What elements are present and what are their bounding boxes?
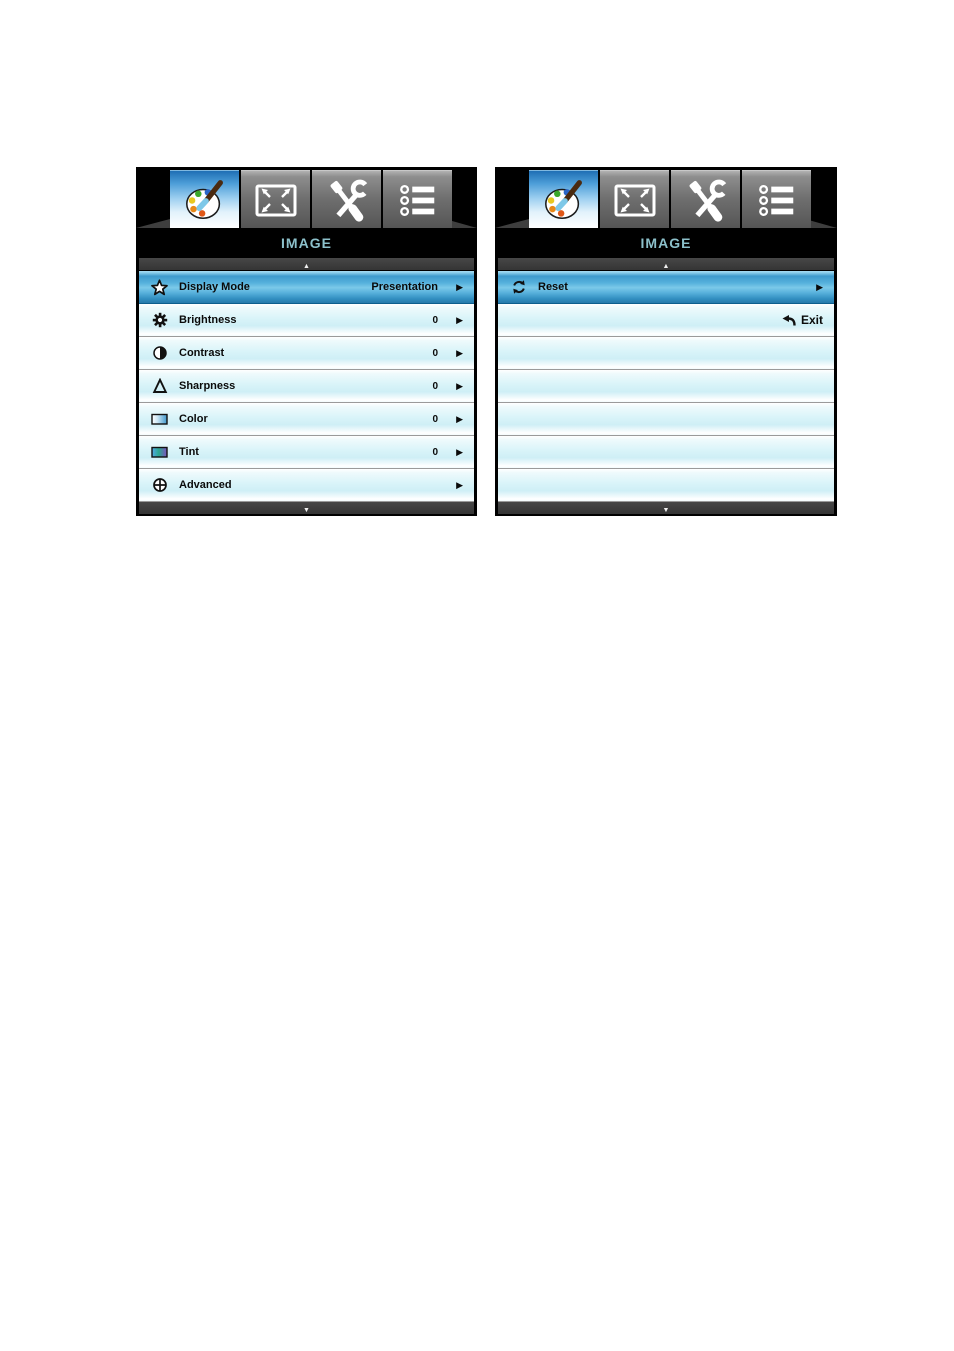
menu-row-advanced[interactable] xyxy=(139,469,474,502)
row-value: 0 xyxy=(432,347,438,359)
row-label: Color xyxy=(179,413,208,425)
scroll-down-icon: ▼ xyxy=(662,507,670,514)
tabbar-ledge-left xyxy=(495,219,529,228)
tools-icon xyxy=(683,178,729,222)
triangle-icon xyxy=(151,378,168,395)
row-label: Tint xyxy=(179,446,199,458)
scroll-down-icon: ▼ xyxy=(303,507,310,514)
menu-row-empty xyxy=(498,337,834,370)
palette-icon xyxy=(541,178,587,222)
palette-icon xyxy=(182,178,228,222)
row-label: Sharpness xyxy=(179,380,236,392)
arrow-right-icon: ▶ xyxy=(816,281,823,292)
sun-icon xyxy=(151,312,168,329)
menu-row-color[interactable] xyxy=(139,403,474,436)
reset-icon xyxy=(510,279,527,296)
menu-row-reset[interactable] xyxy=(498,271,834,304)
row-label: Contrast xyxy=(179,347,225,359)
arrow-right-icon: ▶ xyxy=(456,314,463,325)
menu-list-icon xyxy=(755,178,799,222)
arrow-right-icon: ▶ xyxy=(456,380,463,391)
menu-rows xyxy=(139,271,474,502)
tab-setup[interactable] xyxy=(671,170,740,228)
arrow-right-icon: ▶ xyxy=(456,413,463,424)
menu-row-empty xyxy=(498,469,834,502)
screen-resize-icon xyxy=(252,178,300,222)
menu-row-empty xyxy=(498,403,834,436)
tab-options[interactable] xyxy=(383,170,452,228)
osd-menu-image-left xyxy=(136,167,477,516)
scroll-up[interactable] xyxy=(139,258,474,271)
scroll-up-icon: ▲ xyxy=(662,263,670,270)
osd-menu-image-right xyxy=(495,167,837,516)
menu-row-tint[interactable] xyxy=(139,436,474,469)
tab-image[interactable] xyxy=(529,170,598,228)
menu-row-exit[interactable] xyxy=(498,304,834,337)
menu-row-empty xyxy=(498,370,834,403)
row-label: Brightness xyxy=(179,314,237,326)
row-value: 0 xyxy=(432,413,438,425)
menu-row-sharpness[interactable] xyxy=(139,370,474,403)
row-value: 0 xyxy=(432,314,438,326)
row-value: 0 xyxy=(432,446,438,458)
tools-icon xyxy=(324,178,370,222)
tint-swatch-icon xyxy=(151,444,168,461)
arrow-right-icon: ▶ xyxy=(456,479,463,490)
arrow-right-icon: ▶ xyxy=(456,446,463,457)
tab-screen[interactable] xyxy=(241,170,310,228)
menu-row-brightness[interactable] xyxy=(139,304,474,337)
scroll-up[interactable] xyxy=(498,258,834,271)
tab-image[interactable] xyxy=(170,170,239,228)
scroll-down[interactable] xyxy=(498,502,834,515)
menu-list-icon xyxy=(396,178,440,222)
tab-setup[interactable] xyxy=(312,170,381,228)
tab-strip xyxy=(170,170,452,228)
tab-bar xyxy=(136,167,477,229)
scroll-up-icon: ▲ xyxy=(303,263,310,270)
tab-bar xyxy=(495,167,837,229)
tab-screen[interactable] xyxy=(600,170,669,228)
exit-label: Exit xyxy=(800,313,823,327)
row-value: Presentation xyxy=(371,281,438,293)
menu-title: IMAGE xyxy=(495,229,837,258)
crosshair-icon xyxy=(151,477,168,494)
return-arrow-icon xyxy=(781,314,796,327)
menu-rows xyxy=(498,271,834,502)
star-icon xyxy=(151,279,168,296)
tab-options[interactable] xyxy=(742,170,811,228)
row-label: Display Mode xyxy=(179,281,250,293)
menu-row-empty xyxy=(498,436,834,469)
color-swatch-icon xyxy=(151,411,168,428)
tab-strip xyxy=(529,170,811,228)
scroll-down[interactable] xyxy=(139,502,474,515)
arrow-right-icon: ▶ xyxy=(456,347,463,358)
arrow-right-icon: ▶ xyxy=(456,281,463,292)
screen-resize-icon xyxy=(611,178,659,222)
row-value: 0 xyxy=(432,380,438,392)
contrast-icon xyxy=(151,345,168,362)
row-label: Advanced xyxy=(179,479,232,491)
menu-title: IMAGE xyxy=(136,229,477,258)
menu-row-display-mode[interactable] xyxy=(139,271,474,304)
menu-row-contrast[interactable] xyxy=(139,337,474,370)
tabbar-ledge-left xyxy=(136,219,170,228)
row-label: Reset xyxy=(538,281,568,293)
